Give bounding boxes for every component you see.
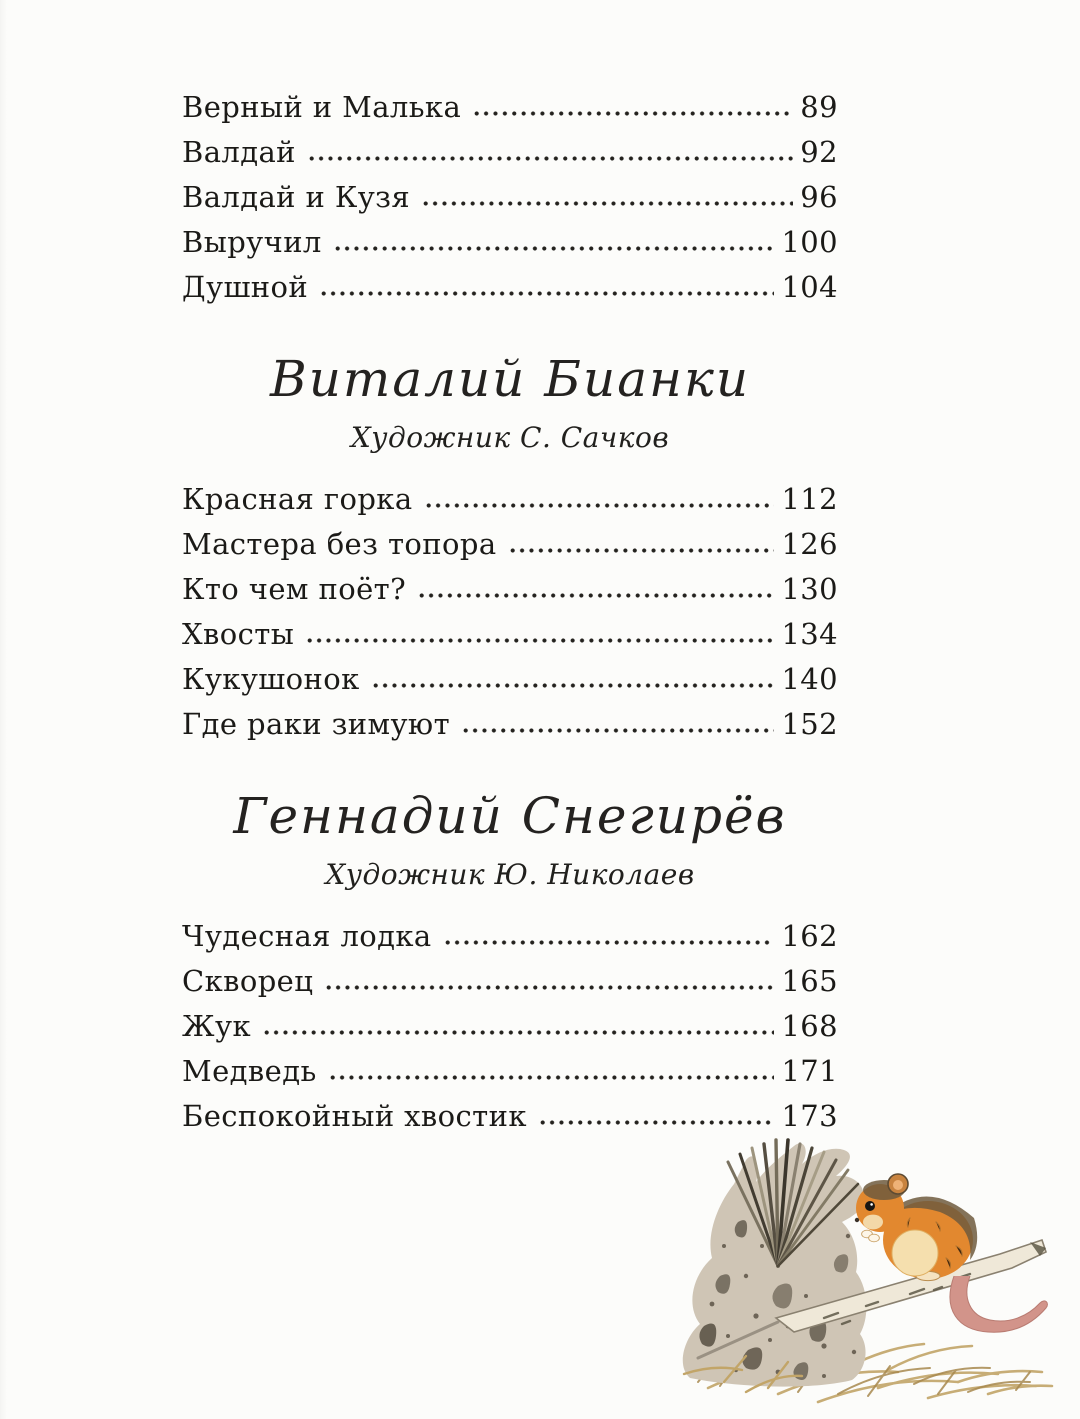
toc-entry-title: Жук [182, 1009, 251, 1043]
toc-entry-page: 112 [781, 482, 838, 516]
toc-entry-title: Верный и Малька [182, 90, 462, 124]
toc-entry [182, 574, 838, 605]
toc-entry-page: 173 [781, 1099, 838, 1133]
dot-leader [461, 727, 774, 734]
author-heading: Виталий Бианки [269, 350, 751, 408]
dot-leader [262, 1029, 774, 1036]
toc-entry [182, 619, 838, 650]
toc-entry-page: 126 [781, 527, 838, 561]
dot-leader [371, 682, 775, 689]
toc-entry-title: Выручил [182, 225, 322, 259]
toc-entry-page: 96 [800, 180, 838, 214]
dot-leader [324, 984, 774, 991]
toc-entry-title: Валдай [182, 135, 296, 169]
table-of-contents [182, 92, 838, 1146]
toc-section-2 [182, 349, 838, 740]
toc-entry [182, 1011, 838, 1042]
toc-entry-title: Хвосты [182, 617, 295, 651]
toc-entry-title: Чудесная лодка [182, 919, 432, 953]
toc-entry-title: Красная горка [182, 482, 413, 516]
toc-entry-page: 162 [781, 919, 838, 953]
toc-entry-page: 152 [781, 707, 838, 741]
toc-entry-title: Душной [182, 270, 309, 304]
toc-entry-page: 100 [781, 225, 838, 259]
mouse-tail [950, 1276, 1047, 1332]
artist-subheading: Художник Ю. Николаев [325, 858, 695, 891]
toc-entry [182, 182, 838, 213]
toc-entry-page: 171 [781, 1054, 838, 1088]
artist-subheading: Художник С. Сачков [350, 421, 670, 454]
toc-entry [182, 921, 838, 952]
dot-leader [333, 245, 775, 252]
mouse-ear-inner [893, 1180, 903, 1190]
toc-entry-title: Беспокойный хвостик [182, 1099, 527, 1133]
toc-entry [182, 709, 838, 740]
toc-entry-page: 134 [781, 617, 838, 651]
dot-leader [443, 939, 775, 946]
dot-leader [328, 1074, 775, 1081]
dot-leader [424, 502, 775, 509]
toc-entry [182, 227, 838, 258]
toc-entry [182, 966, 838, 997]
dot-leader [508, 547, 775, 554]
toc-entry-page: 130 [781, 572, 838, 606]
toc-entry-page: 104 [781, 270, 838, 304]
dot-leader [472, 110, 793, 117]
dot-leader [417, 592, 774, 599]
dot-leader [319, 290, 774, 297]
toc-entry [182, 664, 838, 695]
toc-entry-page: 168 [781, 1009, 838, 1043]
toc-entry-page: 92 [800, 135, 838, 169]
toc-entry-title: Мастера без топора [182, 527, 497, 561]
toc-entry-title: Кто чем поёт? [182, 572, 407, 606]
mouse-eye [865, 1201, 875, 1211]
section-heading [182, 349, 838, 454]
author-heading: Геннадий Снегирёв [233, 787, 787, 845]
toc-entry [182, 484, 838, 515]
dot-leader [421, 200, 793, 207]
toc-entry-title: Где раки зимуют [182, 707, 451, 741]
dot-leader [307, 155, 793, 162]
toc-entry [182, 529, 838, 560]
toc-entry [182, 137, 838, 168]
toc-entry-page: 140 [781, 662, 838, 696]
toc-entry-title: Кукушонок [182, 662, 360, 696]
dot-leader [538, 1119, 775, 1126]
toc-section-1 [182, 92, 838, 303]
toc-entry-title: Медведь [182, 1054, 317, 1088]
toc-entry [182, 272, 838, 303]
section-heading [182, 786, 838, 891]
mouse-cheek [863, 1215, 883, 1230]
mouse-belly [892, 1230, 938, 1276]
mouse-nose [855, 1218, 859, 1222]
toc-entry-title: Скворец [182, 964, 314, 998]
dot-leader [305, 637, 774, 644]
toc-entry [182, 92, 838, 123]
mouse-illustration [628, 1126, 1066, 1416]
toc-entry-page: 89 [800, 90, 838, 124]
toc-section-3 [182, 786, 838, 1132]
toc-entry [182, 1056, 838, 1087]
toc-entry-page: 165 [781, 964, 838, 998]
toc-entry-title: Валдай и Кузя [182, 180, 411, 214]
